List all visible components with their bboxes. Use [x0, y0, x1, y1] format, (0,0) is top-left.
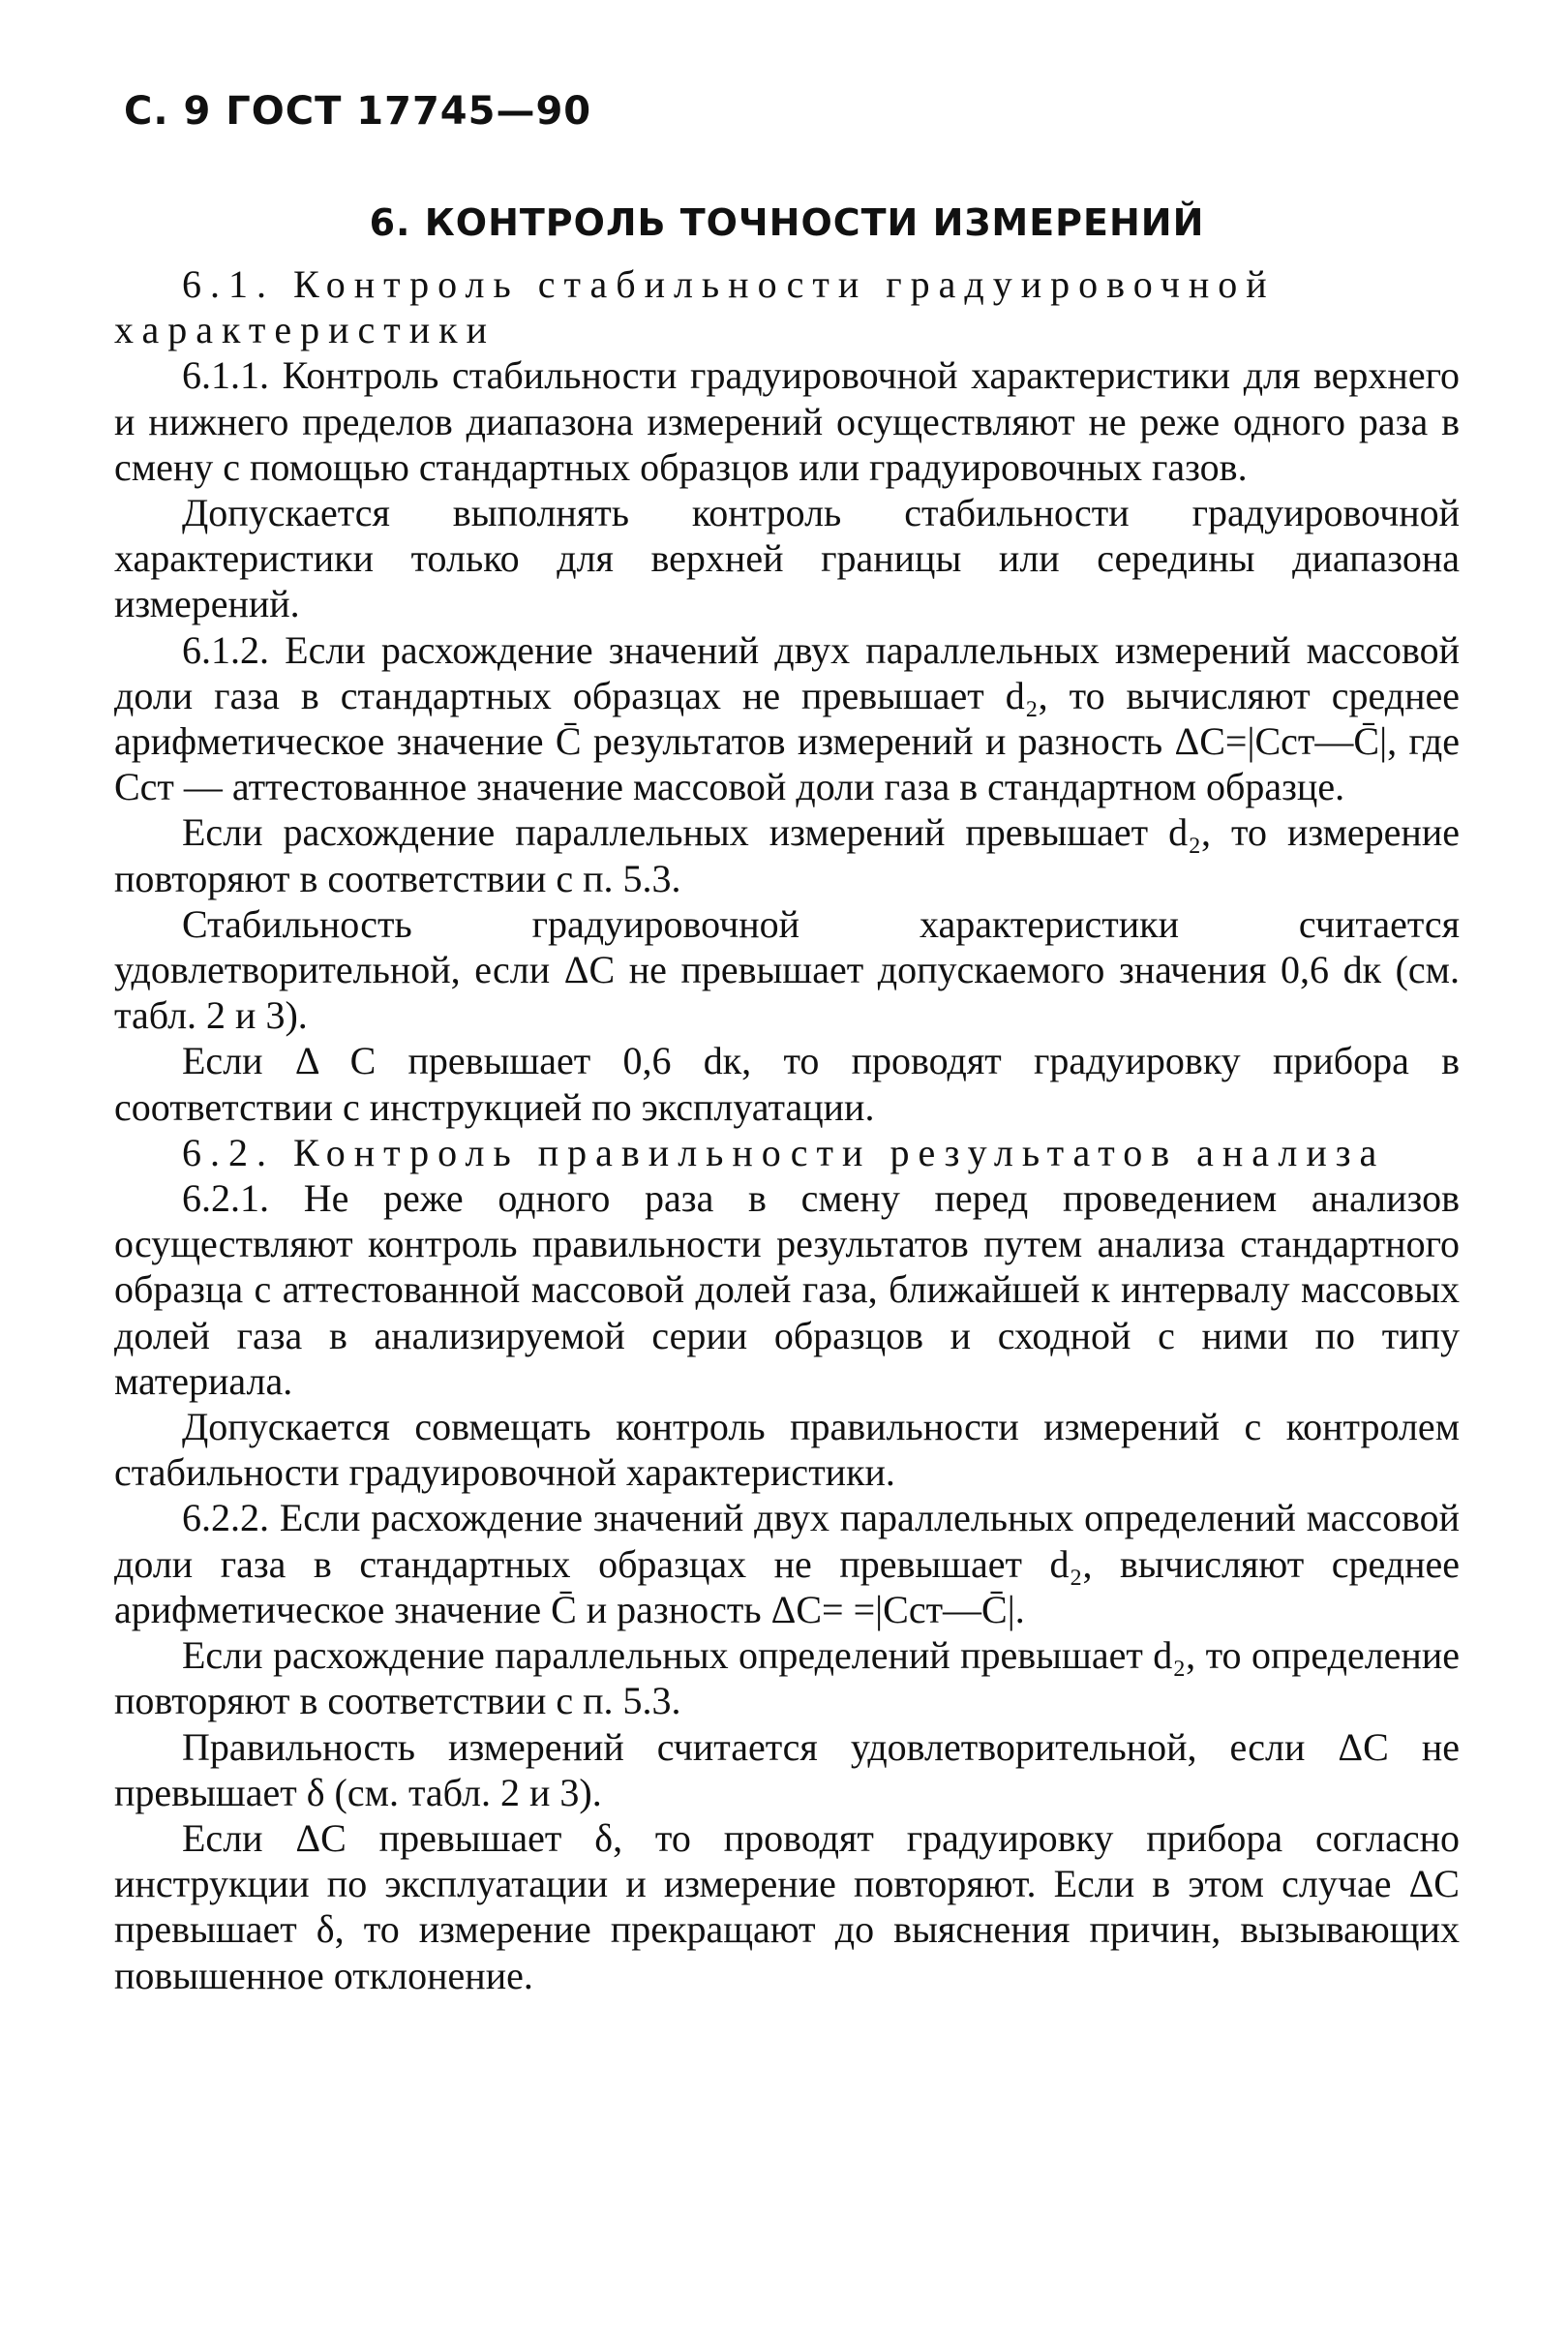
paragraph-6-1-2-criterion: Стабильность градуировочной характеристики считается удовлетворительной, если ΔC не превышает допускаемого значения 0,6 dк (см. табл. 2 и 3).: [114, 901, 1460, 1038]
paragraph-6-1-2-recalibrate: Если Δ C превышает 0,6 dк, то проводят градуировку прибора в соответствии с инструкцией по эксплуатации.: [114, 1039, 1460, 1129]
paragraph-6-2-2-criterion: Правильность измерений считается удовлетворительной, если ΔC не превышает δ (см. табл. 2 и 3).: [114, 1724, 1460, 1814]
paragraph-6-1-1-note: Допускается выполнять контроль стабильности градуировочной характеристики только для верхней границы или середины диапазона измерений.: [114, 491, 1460, 626]
paragraph-6-1-2-repeat: Если расхождение параллельных измерений превышает d₂, то измерение повторяют в соответствии с п. 5.3.: [114, 810, 1460, 900]
paragraph-6-2-1: 6.2.1. Не реже одного раза в смену перед проведением анализов осуществляют контроль правильности результатов путем анализа стандартного образца с аттестованной массовой долей газа, ближайшей к интервалу массовых долей газа в анализируемой серии образцов и сходной с ними по типу материала.: [114, 1176, 1460, 1403]
subsection-heading-6-2: 6.2. Контроль правильности результатов анализа: [182, 1130, 1386, 1174]
paragraph-6-1-1: 6.1.1. Контроль стабильности градуировочной характеристики для верхнего и нижнего пределов диапазона измерений осуществляют не реже одного раза в смену с помощью стандартных образцов или градуировочных газов.: [114, 353, 1460, 489]
paragraph-6-2-2-repeat: Если расхождение параллельных определений превышает d₂, то определение повторяют в соответствии с п. 5.3.: [114, 1633, 1460, 1723]
paragraph-6-2-2: 6.2.2. Если расхождение значений двух параллельных определений массовой доли газа в стандартных образцах не превышает d₂, вычисляют среднее арифметическое значение C̄ и разность ΔC= =|Cст—C̄|.: [114, 1496, 1460, 1631]
paragraph-6-2-2-stop: Если ΔC превышает δ, то проводят градуировку прибора согласно инструкции по эксплуатации и измерение повторяют. Если в этом случае ΔC превышает δ, то измерение прекращают до выяснения причин, вызывающих повышенное отклонение.: [114, 1815, 1460, 1997]
paragraph-6-1-2: 6.1.2. Если расхождение значений двух параллельных измерений массовой доли газа в стандартных образцах не превышает d₂, то вычисляют среднее арифметическое значение C̄ результатов измерений и разность ΔC=|Cст—C̄|, где Cст — аттестованное значение массовой доли газа в стандартном образце.: [114, 627, 1460, 809]
paragraph-6-2-1-note: Допускается совмещать контроль правильности измерений с контролем стабильности градуировочной характеристики.: [114, 1405, 1460, 1495]
subsection-heading-6-1: 6.1. Контроль стабильности градуировочной характеристики: [114, 262, 1276, 352]
section-title: 6. КОНТРОЛЬ ТОЧНОСТИ ИЗМЕРЕНИЙ: [369, 201, 1205, 244]
running-head: С. 9 ГОСТ 17745—90: [124, 89, 592, 134]
